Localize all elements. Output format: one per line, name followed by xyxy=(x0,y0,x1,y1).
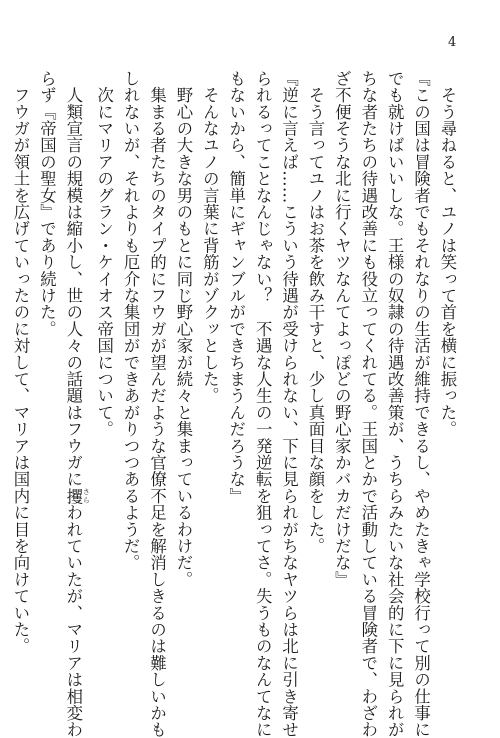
text-line: 『逆に言えば……こういう待遇が受けられない、下に見られがちなヤツらは北に引き寄せ xyxy=(279,70,299,738)
text-line: フウガが領土を広げていったのに対して、マリアは国内に目を向けていた。 xyxy=(11,70,30,655)
text-line: 集まる者たちのタイプ的にフウガが望んだような官僚不足を解消しきるのは難しいかも xyxy=(147,70,167,738)
text-line: 野心の大きな男のもとに同じ野心家が続々と集まっているわけだ。 xyxy=(173,70,193,588)
text-line: ちな者たちの待遇改善にも役立ってくれてる。王国とかで活動している冒険者で、わざわ xyxy=(358,70,378,738)
vertical-text-body xyxy=(7,70,460,738)
ruby-word: 攫 さら xyxy=(63,487,91,505)
text-line: 『この国は冒険者でもそれなりの生活が維持できるし、やめたきゃ学校行って別の仕事に xyxy=(411,70,431,738)
text-line: そう尋ねると、ユノは笑って首を横に振った。 xyxy=(438,70,457,438)
text-line: られるってことなんじゃない？ 不遇な人生の一発逆転を狙ってさ。失うものなんてなに xyxy=(253,70,273,738)
ruby-reading: さら xyxy=(82,487,91,505)
text-line: ざ不便そうな北に行くヤツなんてよっぽどの野心家かバカだけだな』 xyxy=(332,70,352,588)
text-line: 次にマリアのグラン・ケイオス帝国について。 xyxy=(94,70,114,438)
text-line: もないから、簡単にギャンブルができちまうんだろうな』 xyxy=(226,70,246,505)
text-line: そんなユノの言葉に背筋がゾクッとした。 xyxy=(200,70,220,404)
text-line: しれないが、それよりも厄介な集団ができあがりつつあるようだ。 xyxy=(121,70,141,571)
text-line: そう言ってユノはお茶を飲み干すと、少し真面目な顔をした。 xyxy=(305,70,325,555)
page-number: 4 xyxy=(448,35,457,50)
text-line-with-ruby: 人類宣言の規模は縮小し、世の人々の話題はフウガに攫 さらわれていたが、マリアは相変わ xyxy=(63,70,91,738)
text-line: でも就けばいいしな。王様の奴隷の待遇改善策が、うちらみたいな社会的に下に見られが xyxy=(385,70,405,738)
text-line: らず『帝国の聖女』であり続けた。 xyxy=(37,70,57,338)
